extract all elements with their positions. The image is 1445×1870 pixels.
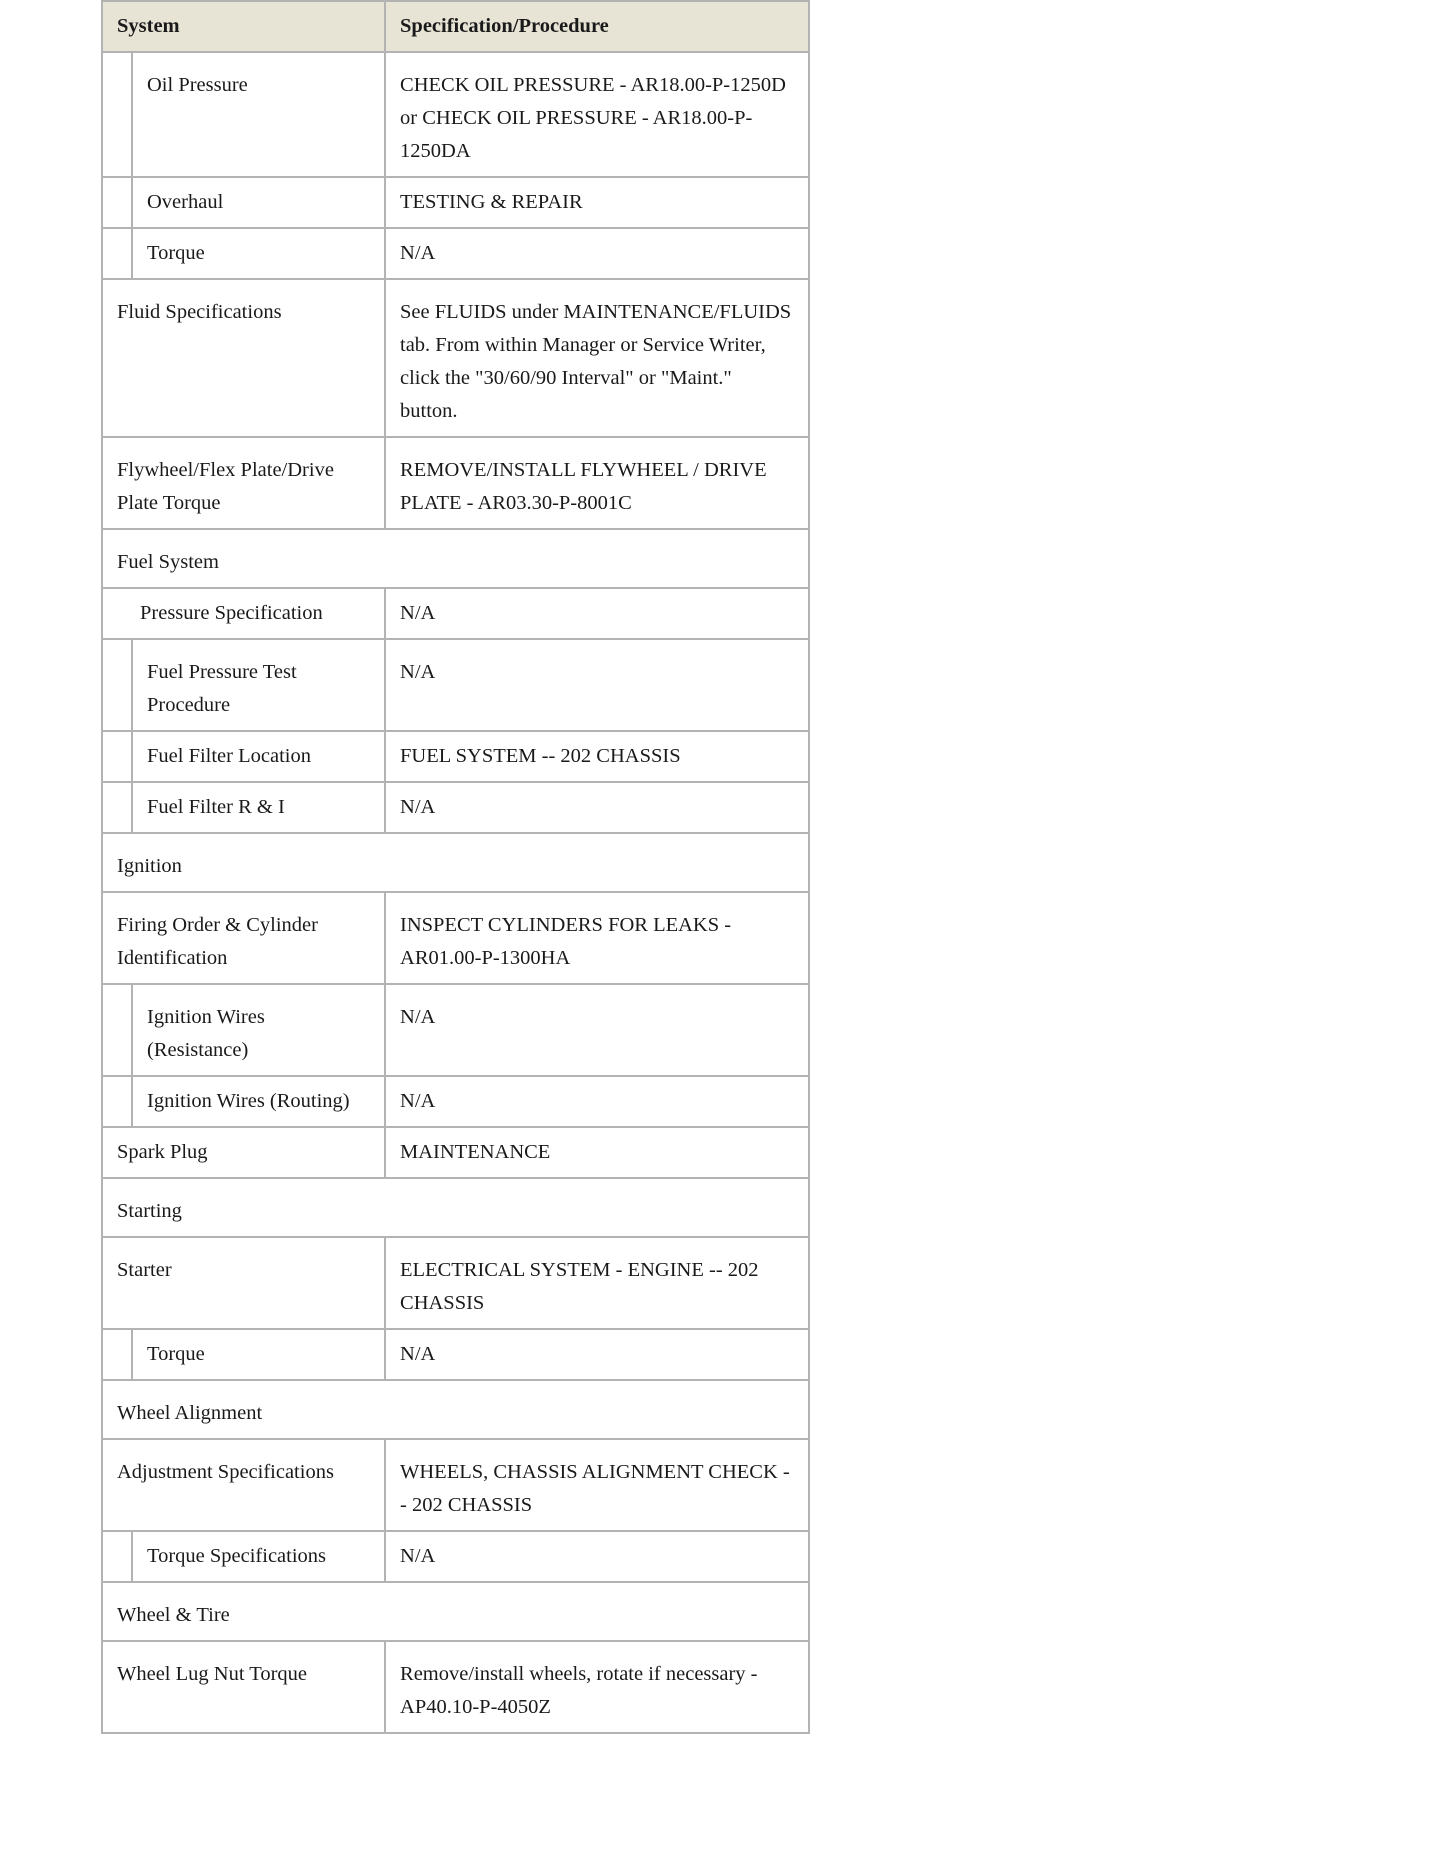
indent-cell (102, 177, 132, 228)
system-cell: Ignition Wires (Resistance) (132, 984, 385, 1076)
indent-cell (102, 731, 132, 782)
indent-cell (102, 1531, 132, 1582)
indent-cell (102, 984, 132, 1076)
table-row (102, 782, 809, 833)
spec-cell: TESTING & REPAIR (385, 177, 809, 228)
table-row (102, 639, 809, 731)
spec-cell: N/A (385, 1531, 809, 1582)
section-title: Fuel System (102, 529, 809, 588)
section-row (102, 1582, 809, 1641)
table-row (102, 588, 809, 639)
system-cell: Overhaul (132, 177, 385, 228)
indent-cell (102, 639, 132, 731)
indent-cell (102, 1329, 132, 1380)
table-row (102, 984, 809, 1076)
table-row (102, 731, 809, 782)
system-cell: Oil Pressure (132, 52, 385, 177)
table-row (102, 1531, 809, 1582)
indent-cell (102, 228, 132, 279)
table-row (102, 1329, 809, 1380)
section-row (102, 1380, 809, 1439)
spec-cell: WHEELS, CHASSIS ALIGNMENT CHECK -- 202 CHASSIS (385, 1439, 809, 1531)
system-cell: Spark Plug (102, 1127, 385, 1178)
system-cell: Torque Specifications (132, 1531, 385, 1582)
section-row (102, 833, 809, 892)
system-cell: Fuel Filter Location (132, 731, 385, 782)
indent-cell (102, 1076, 132, 1127)
spec-cell: N/A (385, 984, 809, 1076)
system-cell: Pressure Specification (102, 588, 385, 639)
table-row (102, 177, 809, 228)
table-row (102, 892, 809, 984)
spec-cell: N/A (385, 782, 809, 833)
system-cell: Adjustment Specifications (102, 1439, 385, 1531)
section-title: Starting (102, 1178, 809, 1237)
system-cell: Fuel Filter R & I (132, 782, 385, 833)
spec-cell: Remove/install wheels, rotate if necessary - AP40.10-P-4050Z (385, 1641, 809, 1733)
spec-cell: CHECK OIL PRESSURE - AR18.00-P-1250D or CHECK OIL PRESSURE - AR18.00-P-1250DA (385, 52, 809, 177)
system-cell: Starter (102, 1237, 385, 1329)
section-title: Ignition (102, 833, 809, 892)
indent-cell (102, 782, 132, 833)
spec-cell: See FLUIDS under MAINTENANCE/FLUIDS tab. From within Manager or Service Writer, click the "30/60/90 Interval" or "Maint." button. (385, 279, 809, 437)
section-row (102, 529, 809, 588)
table-row (102, 1076, 809, 1127)
spec-cell: MAINTENANCE (385, 1127, 809, 1178)
spec-cell: FUEL SYSTEM -- 202 CHASSIS (385, 731, 809, 782)
table-row (102, 1237, 809, 1329)
spec-cell: INSPECT CYLINDERS FOR LEAKS - AR01.00-P-1300HA (385, 892, 809, 984)
system-cell: Firing Order & Cylinder Identification (102, 892, 385, 984)
system-cell: Fuel Pressure Test Procedure (132, 639, 385, 731)
table-row (102, 279, 809, 437)
section-title: Wheel & Tire (102, 1582, 809, 1641)
table-row (102, 1641, 809, 1733)
indent-cell (102, 52, 132, 177)
spec-cell: N/A (385, 588, 809, 639)
specification-table (101, 0, 810, 1734)
system-cell: Torque (132, 228, 385, 279)
table-row (102, 1439, 809, 1531)
system-cell: Ignition Wires (Routing) (132, 1076, 385, 1127)
system-cell: Wheel Lug Nut Torque (102, 1641, 385, 1733)
system-cell: Flywheel/Flex Plate/Drive Plate Torque (102, 437, 385, 529)
spec-cell: N/A (385, 1076, 809, 1127)
header-system: System (102, 1, 385, 52)
system-cell: Fluid Specifications (102, 279, 385, 437)
spec-cell: N/A (385, 639, 809, 731)
header-specification: Specification/Procedure (385, 1, 809, 52)
spec-cell: N/A (385, 1329, 809, 1380)
spec-cell: REMOVE/INSTALL FLYWHEEL / DRIVE PLATE - AR03.30-P-8001C (385, 437, 809, 529)
table-row (102, 52, 809, 177)
spec-cell: N/A (385, 228, 809, 279)
table-header-row (102, 1, 809, 52)
table-row (102, 1127, 809, 1178)
spec-cell: ELECTRICAL SYSTEM - ENGINE -- 202 CHASSIS (385, 1237, 809, 1329)
system-cell: Torque (132, 1329, 385, 1380)
section-title: Wheel Alignment (102, 1380, 809, 1439)
section-row (102, 1178, 809, 1237)
table-row (102, 437, 809, 529)
table-row (102, 228, 809, 279)
